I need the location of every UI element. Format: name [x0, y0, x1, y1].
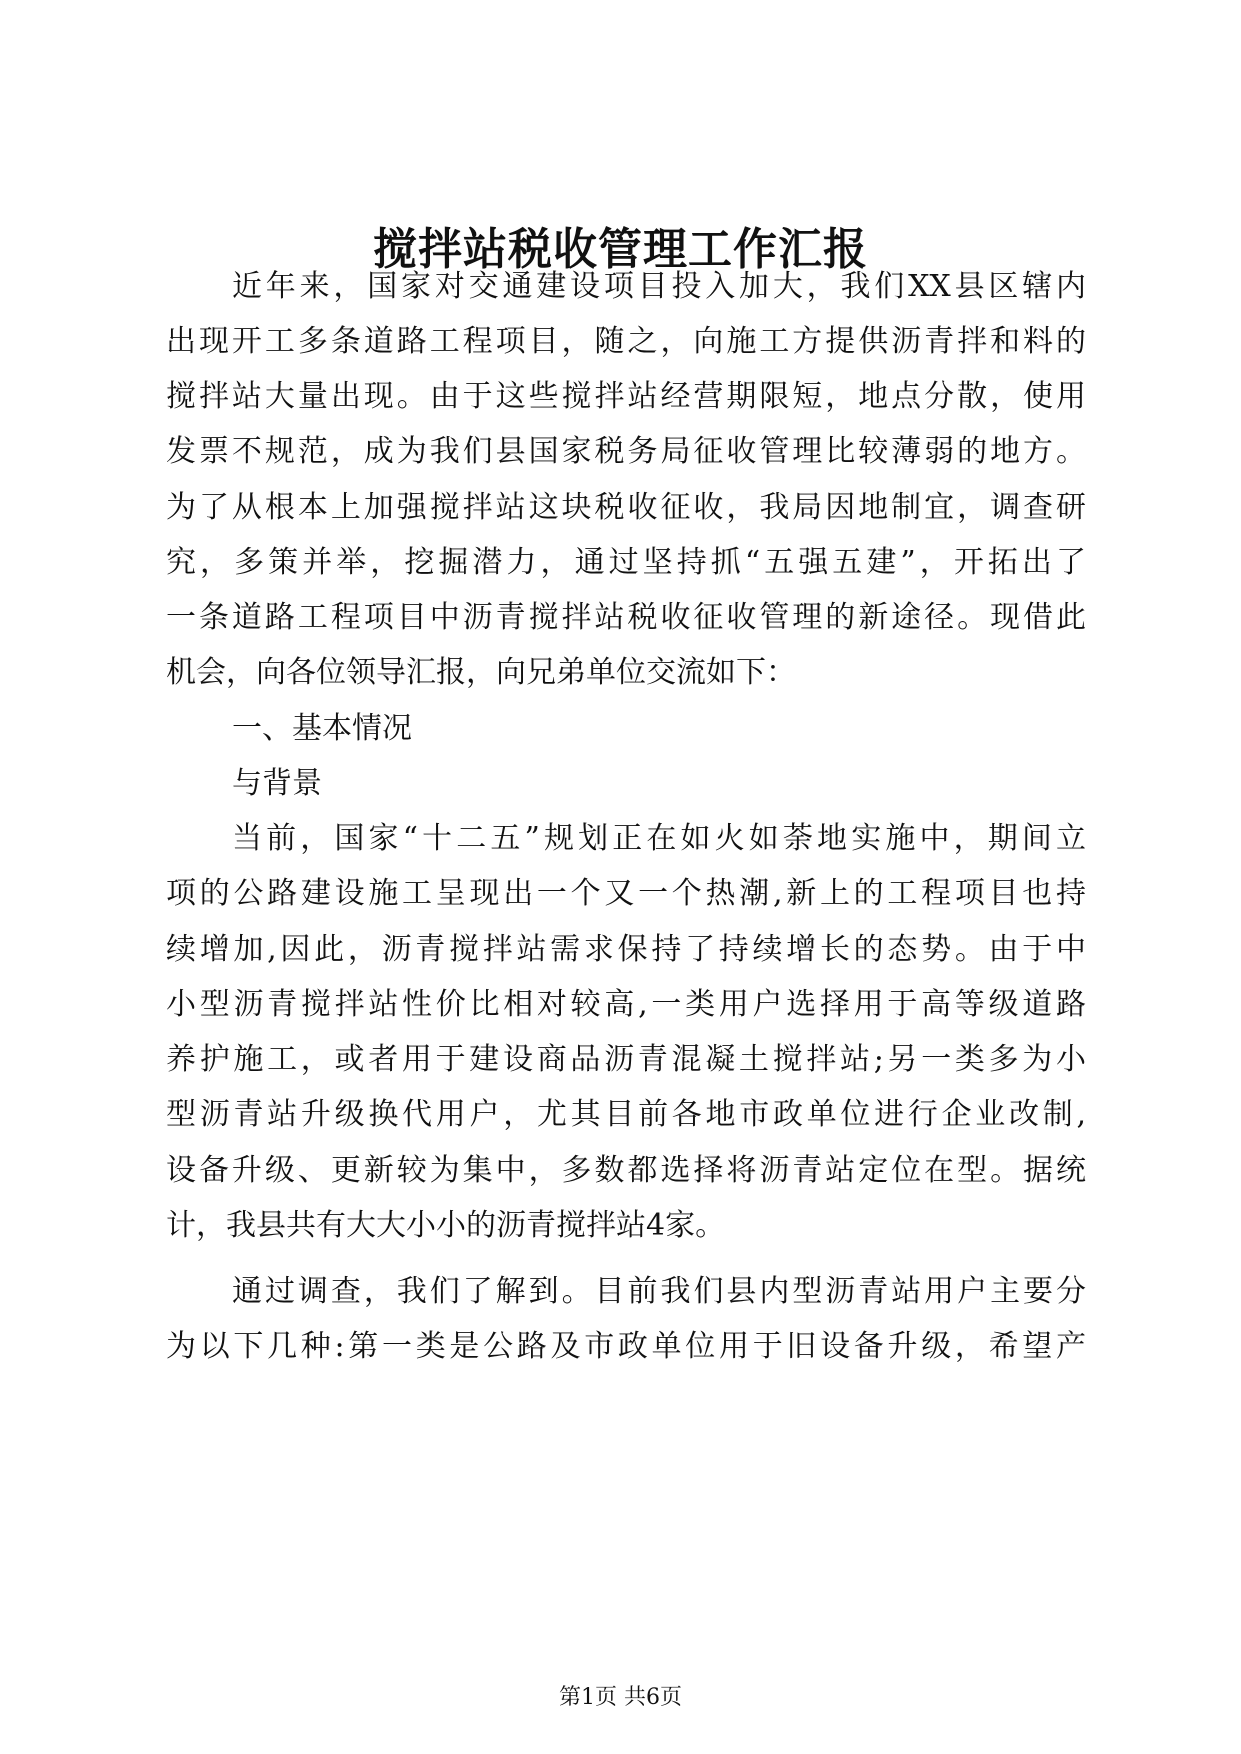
- paragraph-line: 当前，国家“十二五”规划正在如火如荼地实施中，期间立: [232, 821, 1086, 856]
- paragraph-line: 续增加,因此，沥青搅拌站需求保持了持续增长的态势。由于中: [166, 932, 1086, 967]
- paragraph-line: 为以下几种:第一类是公路及市政单位用于旧设备升级，希望产: [166, 1329, 1086, 1364]
- paragraph-line: 究，多策并举，挖掘潜力，通过坚持抓“五强五建”，开拓出了: [166, 545, 1086, 580]
- paragraph-line: 型沥青站升级换代用户，尤其目前各地市政单位进行企业改制,: [166, 1097, 1086, 1132]
- paragraph-line: 小型沥青搅拌站性价比相对较高,一类用户选择用于高等级道路: [166, 987, 1086, 1022]
- section-heading: 一、基本情况: [232, 711, 412, 746]
- page-number-footer: 第1页 共6页: [559, 1685, 682, 1710]
- section-heading: 与背景: [232, 766, 322, 801]
- paragraph-line: 计，我县共有大大小小的沥青搅拌站4家。: [166, 1208, 726, 1243]
- paragraph-line: 近年来，国家对交通建设项目投入加大，我们XX县区辖内: [232, 269, 1086, 304]
- paragraph-line: 机会，向各位领导汇报，向兄弟单位交流如下：: [166, 655, 796, 690]
- paragraph-line: 出现开工多条道路工程项目，随之，向施工方提供沥青拌和料的: [166, 324, 1086, 359]
- document-title: 搅拌站税收管理工作汇报: [373, 224, 868, 275]
- paragraph-line: 项的公路建设施工呈现出一个又一个热潮,新上的工程项目也持: [166, 876, 1086, 911]
- paragraph-line: 通过调查，我们了解到。目前我们县内型沥青站用户主要分: [232, 1274, 1086, 1309]
- paragraph-line: 发票不规范，成为我们县国家税务局征收管理比较薄弱的地方。: [166, 434, 1086, 469]
- paragraph-line: 搅拌站大量出现。由于这些搅拌站经营期限短，地点分散，使用: [166, 379, 1086, 414]
- paragraph-line: 一条道路工程项目中沥青搅拌站税收征收管理的新途径。现借此: [166, 600, 1086, 635]
- paragraph-line: 设备升级、更新较为集中，多数都选择将沥青站定位在型。据统: [166, 1153, 1086, 1188]
- paragraph-line: 为了从根本上加强搅拌站这块税收征收，我局因地制宜，调查研: [166, 490, 1086, 525]
- paragraph-line: 养护施工，或者用于建设商品沥青混凝土搅拌站;另一类多为小: [166, 1042, 1086, 1077]
